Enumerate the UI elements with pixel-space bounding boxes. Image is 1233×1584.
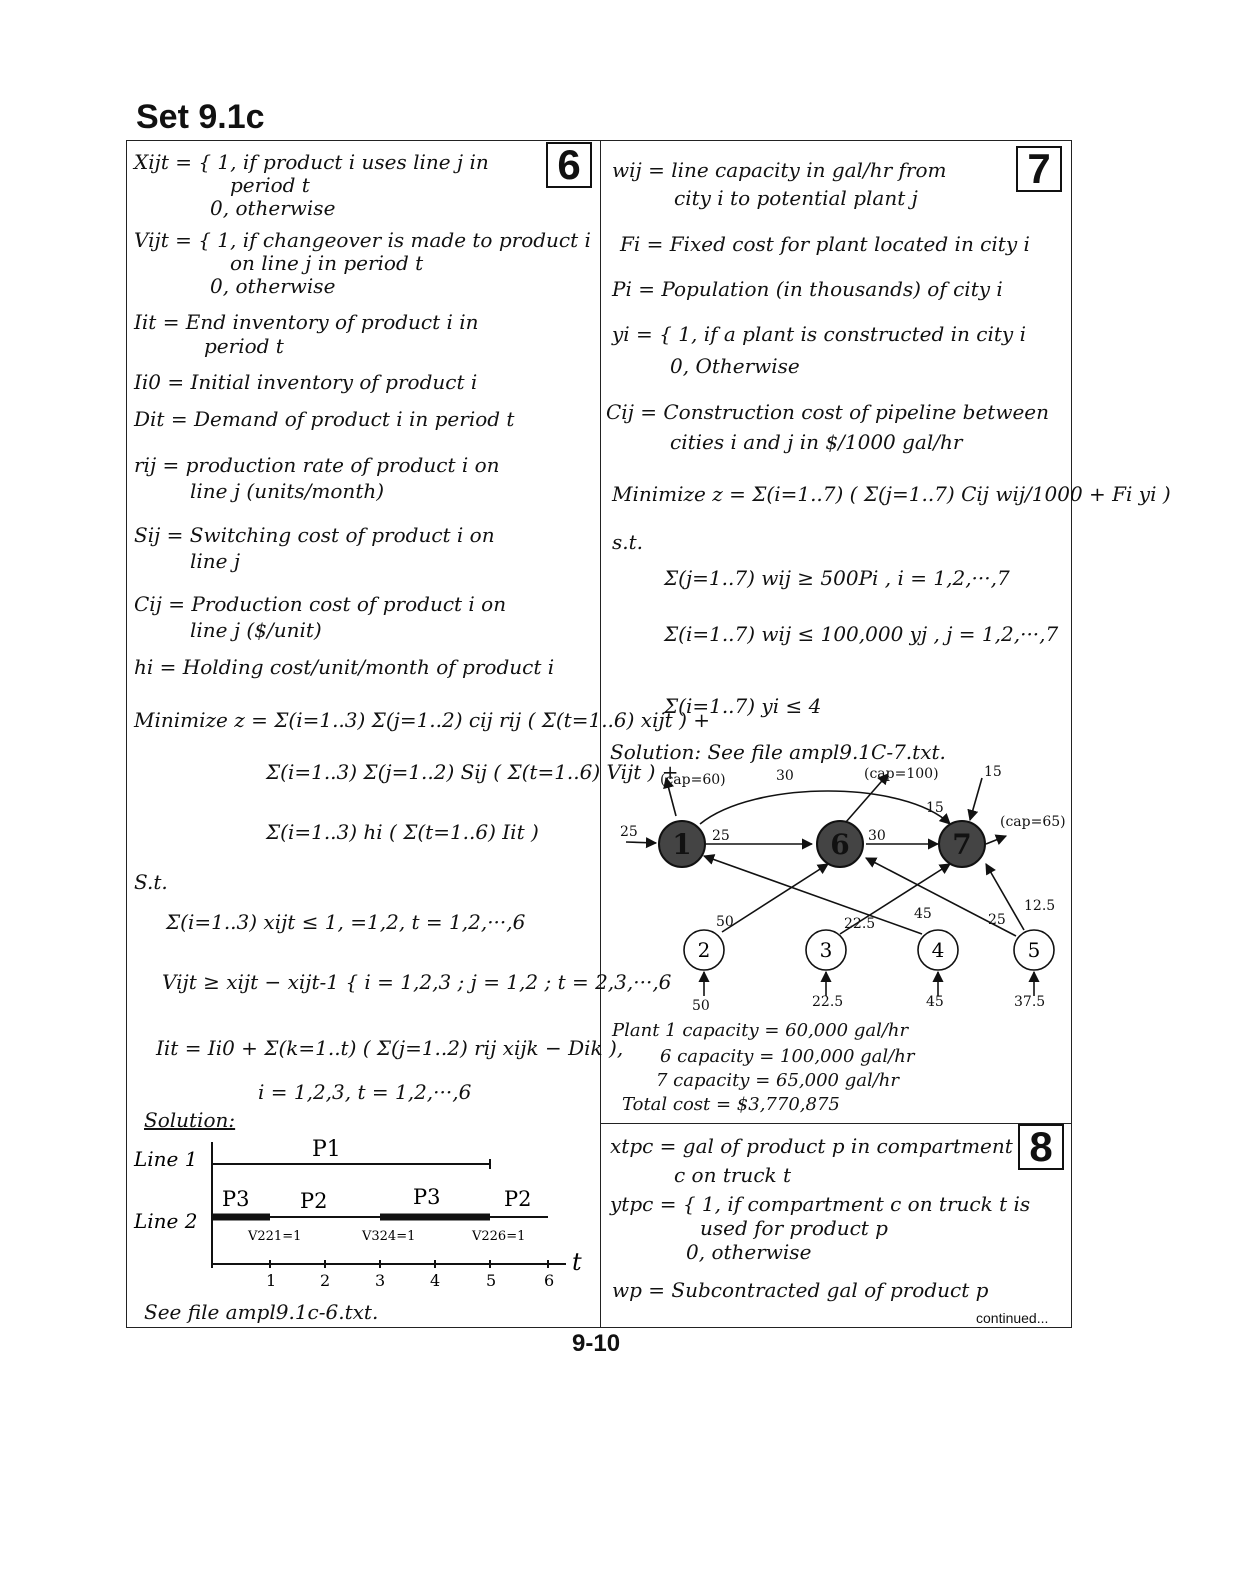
edge-label: 37.5: [1014, 994, 1046, 1010]
def-line: Cij = Production cost of product i on: [134, 592, 507, 616]
def-line: Ii0 = Initial inventory of product i: [134, 370, 478, 394]
def-line: yi = { 1, if a plant is constructed in city i: [612, 322, 1026, 346]
def-line: city i to potential plant j: [674, 186, 918, 210]
edge-label: 45: [914, 906, 932, 922]
tick-label: 5: [486, 1271, 497, 1290]
edge-label: 25: [712, 828, 730, 844]
constraint-line: S.t.: [134, 870, 168, 894]
problem-7-solution: Solution: See file ampl9.1C-7.txt.: [610, 740, 946, 764]
objective-line: Minimize z = Σ(i=1..3) Σ(j=1..2) cij rij ( Σ(t=1..6) xijt ) +: [134, 708, 710, 732]
problem-7-badge: 7: [1016, 146, 1062, 192]
def-line: on line j in period t: [230, 251, 424, 275]
changeover-label: V226=1: [472, 1229, 526, 1244]
constraint-line: Vijt ≥ xijt − xijt-1 { i = 1,2,3 ; j = 1,2 ; t = 2,3,···,6: [162, 970, 672, 994]
line-2-product-label: P2: [504, 1187, 532, 1211]
def-line: line j ($/unit): [190, 618, 322, 642]
edge-label: 30: [868, 828, 886, 844]
line-2-product-label: P2: [300, 1189, 328, 1213]
def-line: Fi = Fixed cost for plant located in city i: [620, 232, 1030, 256]
time-axis-label: t: [572, 1248, 582, 1276]
def-line: wij = line capacity in gal/hr from: [612, 158, 947, 182]
def-line: 0, otherwise: [210, 274, 336, 298]
tick-label: 2: [320, 1271, 331, 1290]
def-line: Cij = Construction cost of pipeline between: [606, 400, 1050, 424]
edge-label: 12.5: [1024, 898, 1056, 914]
line-2-label: Line 2: [134, 1209, 198, 1233]
svg-text:6: 6: [830, 828, 850, 861]
constraint-line: Σ(i=1..7) wij ≤ 100,000 yj , j = 1,2,···,7: [664, 622, 1059, 646]
def-line: Iit = End inventory of product i in: [134, 310, 479, 334]
constraint-line: s.t.: [612, 530, 644, 554]
city-node-2: [684, 930, 724, 970]
edge-label: 25: [988, 912, 1006, 928]
edge-label: 22.5: [812, 994, 844, 1010]
def-line: ytpc = { 1, if compartment c on truck t is: [610, 1192, 1031, 1216]
plant-node-6: [817, 821, 863, 867]
continued-note: continued...: [976, 1310, 1049, 1326]
def-line: hi = Holding cost/unit/month of product i: [134, 655, 555, 679]
line-1-product-label: P1: [312, 1137, 341, 1162]
city-node-3: [806, 930, 846, 970]
def-line: used for product p: [700, 1216, 888, 1240]
column-divider: [600, 140, 601, 1328]
def-line: 0, Otherwise: [670, 354, 800, 378]
tick-label: 1: [266, 1271, 277, 1290]
problem-8-badge: 8: [1018, 1124, 1064, 1170]
page-title: Set 9.1c: [136, 98, 265, 136]
def-line: Xijt = { 1, if product i uses line j in: [134, 150, 489, 174]
page-number: 9-10: [572, 1330, 621, 1357]
def-line: 0, otherwise: [686, 1240, 812, 1264]
def-line: line j: [190, 549, 241, 573]
edge-label: 45: [926, 994, 944, 1010]
svg-text:7: 7: [952, 828, 972, 861]
def-line: xtpc = gal of product p in compartment: [610, 1134, 1013, 1158]
constraint-line: Σ(j=1..7) wij ≥ 500Pi , i = 1,2,···,7: [664, 566, 1010, 590]
plant-node-1: [659, 821, 705, 867]
production-schedule-gantt: [130, 1130, 598, 1298]
edge-label: 25: [620, 824, 638, 840]
edge-label: 15: [926, 800, 944, 816]
svg-text:4: 4: [931, 938, 945, 962]
def-line: Pi = Population (in thousands) of city i: [612, 277, 1003, 301]
result-line: Total cost = $3,770,875: [622, 1094, 840, 1115]
problem-6-see-file: See file ampl9.1c-6.txt.: [144, 1300, 379, 1324]
problem-7-objective: Minimize z = Σ(i=1..7) ( Σ(j=1..7) Cij wij/1000 + Fi yi ): [612, 482, 1171, 506]
edge-label: 15: [984, 764, 1002, 780]
city-node-5: [1014, 930, 1054, 970]
edge-label: (cap=65): [1000, 814, 1066, 830]
objective-line: Σ(i=1..3) hi ( Σ(t=1..6) Iit ): [266, 820, 539, 844]
constraint-line: i = 1,2,3, t = 1,2,···,6: [258, 1080, 472, 1104]
problem-6-solution-label: Solution:: [144, 1108, 236, 1132]
plant-node-7: [939, 821, 985, 867]
edge-label: 50: [716, 914, 734, 930]
svg-text:5: 5: [1027, 938, 1041, 962]
def-line: period t: [204, 334, 284, 358]
changeover-label: V221=1: [248, 1229, 302, 1244]
def-line: cities i and j in $/1000 gal/hr: [670, 430, 963, 454]
def-line: Sij = Switching cost of product i on: [134, 523, 495, 547]
svg-text:3: 3: [819, 938, 833, 962]
tick-label: 6: [544, 1271, 555, 1290]
constraint-line: Σ(i=1..3) xijt ≤ 1, =1,2, t = 1,2,···,6: [166, 910, 526, 934]
result-line: Plant 1 capacity = 60,000 gal/hr: [612, 1020, 909, 1041]
def-line: 0, otherwise: [210, 196, 336, 220]
def-line: Vijt = { 1, if changeover is made to product i: [134, 228, 591, 252]
objective-line: Σ(i=1..3) Σ(j=1..2) Sij ( Σ(t=1..6) Vijt ) +: [266, 760, 679, 784]
network-edge-labels: [620, 764, 1066, 1014]
constraint-line: Σ(i=1..7) yi ≤ 4: [664, 694, 822, 718]
svg-text:2: 2: [697, 938, 711, 962]
result-line: 6 capacity = 100,000 gal/hr: [660, 1046, 915, 1067]
def-line: wp = Subcontracted gal of product p: [612, 1278, 989, 1302]
edge-label: (cap=100): [864, 766, 939, 782]
svg-text:1: 1: [672, 828, 692, 861]
edge-label: 50: [692, 998, 710, 1014]
line-2-product-label: P3: [222, 1187, 250, 1211]
def-line: c on truck t: [674, 1163, 792, 1187]
def-line: Dit = Demand of product i in period t: [134, 407, 515, 431]
edge-label: 22.5: [844, 916, 876, 932]
edge-label: 30: [776, 768, 794, 784]
edge-label: (cap=60): [660, 772, 726, 788]
result-line: 7 capacity = 65,000 gal/hr: [656, 1070, 899, 1091]
tick-label: 3: [375, 1271, 386, 1290]
city-node-4: [918, 930, 958, 970]
line-2-product-label: P3: [413, 1185, 441, 1209]
pipeline-network-diagram: [604, 760, 1070, 1016]
problem-6-badge: 6: [546, 142, 592, 188]
def-line: period t: [230, 173, 310, 197]
section-divider: [600, 1123, 1072, 1124]
changeover-label: V324=1: [362, 1229, 416, 1244]
line-1-label: Line 1: [134, 1147, 198, 1171]
def-line: line j (units/month): [190, 479, 385, 503]
constraint-line: Iit = Ii0 + Σ(k=1..t) ( Σ(j=1..2) rij xijk − Dik ),: [156, 1036, 624, 1060]
tick-label: 4: [430, 1271, 441, 1290]
def-line: rij = production rate of product i on: [134, 453, 500, 477]
